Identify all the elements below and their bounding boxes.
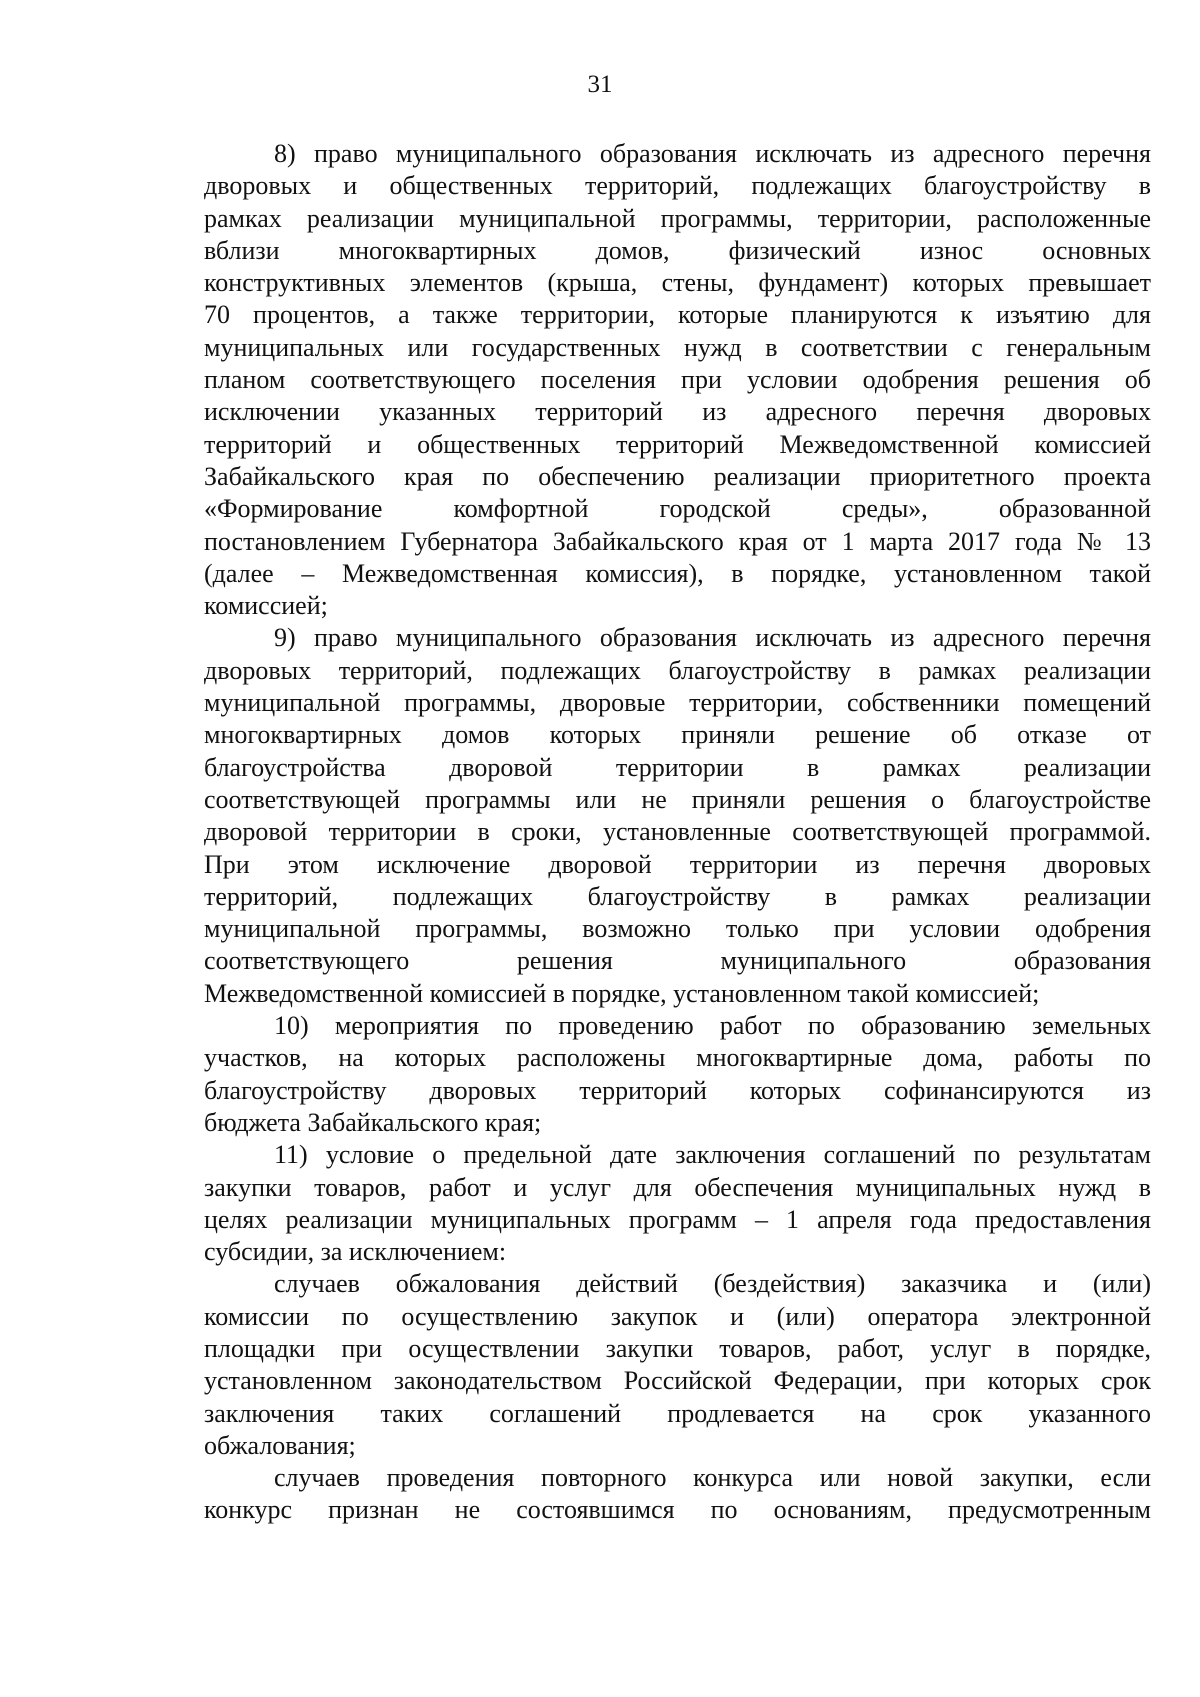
text-line: соответствующей программы или не приняли решения о благоустройстве — [204, 784, 1151, 814]
paragraph-p10 — [204, 1010, 1151, 1139]
text-line: субсидии, за исключением: — [204, 1237, 507, 1267]
text-line: многоквартирных домов которых приняли решение об отказе от — [204, 720, 1151, 750]
text-line: При этом исключение дворовой территории из перечня дворовых — [204, 849, 1151, 879]
text-line: Межведомственной комиссией в порядке, установленном такой комиссией; — [204, 978, 1040, 1008]
text-line: целях реализации муниципальных программ – 1 апреля года предоставления — [204, 1204, 1151, 1234]
text-line: случаев обжалования действий (бездействия) заказчика и (или) — [274, 1269, 1151, 1299]
text-line: благоустройству дворовых территорий которых софинансируются из — [204, 1075, 1151, 1105]
text-line: обжалования; — [204, 1430, 356, 1460]
document-body — [204, 138, 1151, 1527]
paragraph-p11b — [204, 1462, 1151, 1527]
text-line: рамках реализации муниципальной программы, территории, расположенные — [204, 203, 1151, 233]
text-line: дворовой территории в сроки, установленные соответствующей программой. — [204, 817, 1151, 847]
text-line: комиссией; — [204, 591, 328, 621]
text-line: муниципальной программы, дворовые территории, собственники помещений — [204, 688, 1151, 718]
text-line: постановлением Губернатора Забайкальского края от 1 марта 2017 года № 13 — [204, 526, 1151, 556]
text-line: вблизи многоквартирных домов, физический износ основных — [204, 235, 1151, 265]
text-line: 11) условие о предельной дате заключения соглашений по результатам — [274, 1140, 1151, 1170]
text-line: 10) мероприятия по проведению работ по образованию земельных — [274, 1011, 1151, 1041]
text-line: заключения таких соглашений продлевается на срок указанного — [204, 1398, 1151, 1428]
text-line: комиссии по осуществлению закупок и (или) оператора электронной — [204, 1301, 1151, 1331]
text-line: конкурс признан не состоявшимся по основаниям, предусмотренным — [204, 1495, 1151, 1525]
text-line: дворовых и общественных территорий, подлежащих благоустройству в — [204, 171, 1151, 201]
text-line: 70 процентов, а также территории, которые планируются к изъятию для — [204, 300, 1151, 330]
text-line: планом соответствующего поселения при условии одобрения решения об — [204, 365, 1151, 395]
text-line: бюджета Забайкальского края; — [204, 1107, 542, 1137]
text-line: конструктивных элементов (крыша, стены, фундамент) которых превышает — [204, 268, 1151, 298]
text-line: соответствующего решения муниципального образования — [204, 946, 1151, 976]
paragraph-p11 — [204, 1139, 1151, 1268]
text-line: закупки товаров, работ и услуг для обеспечения муниципальных нужд в — [204, 1172, 1151, 1202]
text-line: территорий и общественных территорий Межведомственной комиссией — [204, 429, 1151, 459]
text-line: территорий, подлежащих благоустройству в рамках реализации — [204, 881, 1151, 911]
text-line: случаев проведения повторного конкурса или новой закупки, если — [274, 1463, 1151, 1493]
text-line: «Формирование комфортной городской среды», образованной — [204, 494, 1151, 524]
paragraph-p8 — [204, 138, 1151, 622]
text-line: Забайкальского края по обеспечению реализации приоритетного проекта — [204, 461, 1151, 491]
text-line: благоустройства дворовой территории в рамках реализации — [204, 752, 1151, 782]
paragraph-p11a — [204, 1268, 1151, 1462]
text-line: площадки при осуществлении закупки товаров, работ, услуг в порядке, — [204, 1333, 1151, 1363]
text-line: установленном законодательством Российской Федерации, при которых срок — [204, 1366, 1151, 1396]
text-line: участков, на которых расположены многоквартирные дома, работы по — [204, 1043, 1151, 1073]
text-line: муниципальной программы, возможно только при условии одобрения — [204, 914, 1151, 944]
text-line: дворовых территорий, подлежащих благоустройству в рамках реализации — [204, 655, 1151, 685]
paragraph-p9 — [204, 622, 1151, 1010]
text-line: исключении указанных территорий из адресного перечня дворовых — [204, 397, 1151, 427]
page-number: 31 — [587, 71, 613, 98]
text-line: муниципальных или государственных нужд в соответствии с генеральным — [204, 332, 1151, 362]
text-line: 8) право муниципального образования исключать из адресного перечня — [274, 139, 1151, 168]
text-line: 9) право муниципального образования исключать из адресного перечня — [274, 623, 1151, 653]
text-line: (далее – Межведомственная комиссия), в порядке, установленном такой — [204, 558, 1151, 588]
